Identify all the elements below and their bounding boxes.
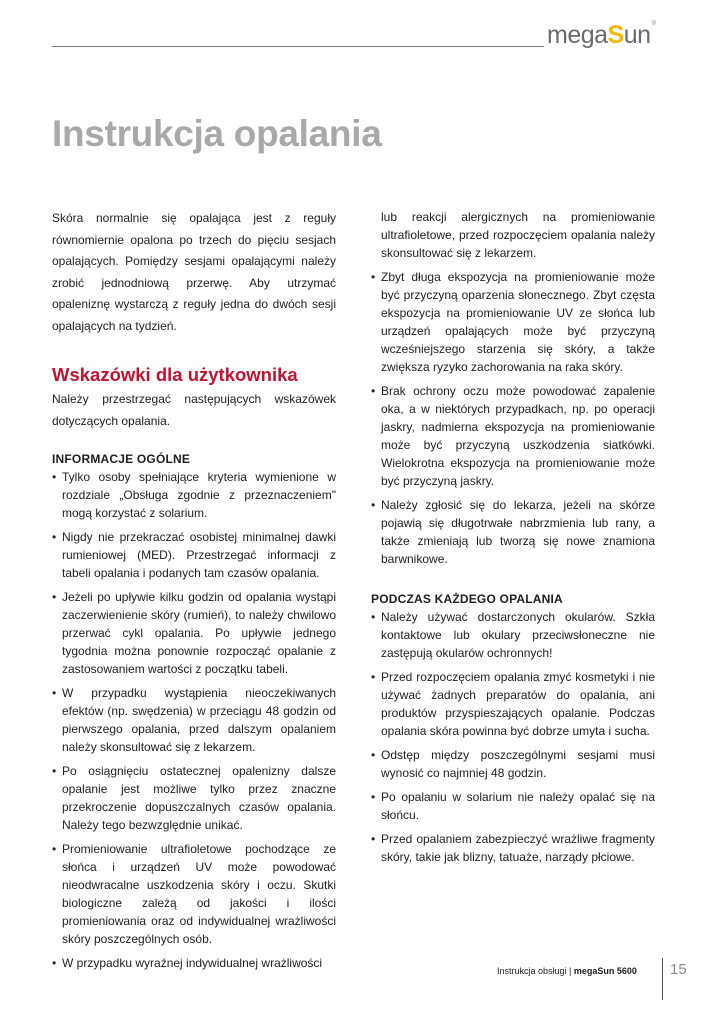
list-item bbox=[52, 528, 336, 582]
bullet-icon: • bbox=[371, 270, 376, 284]
bullet-icon: • bbox=[371, 748, 376, 762]
list-item bbox=[371, 268, 655, 376]
page-title: Instrukcja opalania bbox=[52, 113, 382, 154]
bullet-icon: • bbox=[52, 764, 57, 778]
list-item bbox=[371, 788, 655, 824]
bullet-icon: • bbox=[52, 842, 57, 856]
general-list-continued bbox=[371, 268, 655, 568]
logo-prefix: mega bbox=[547, 21, 608, 49]
each-session-list bbox=[371, 608, 655, 866]
bullet-icon: • bbox=[371, 498, 376, 512]
bullet-icon: • bbox=[371, 670, 376, 684]
logo-suffix: un bbox=[623, 21, 651, 49]
list-item bbox=[52, 588, 336, 678]
list-item bbox=[52, 468, 336, 522]
right-column bbox=[371, 208, 655, 872]
header-rule bbox=[52, 46, 544, 47]
list-item bbox=[371, 382, 655, 490]
list-item bbox=[371, 668, 655, 740]
list-item bbox=[52, 762, 336, 834]
section-lead: Należy przestrzegać następujących wskazówek dotyczących opalania. bbox=[52, 392, 336, 428]
megasun-logo bbox=[547, 21, 656, 50]
list-item-text: Należy zgłosić się do lekarza, jeżeli na skórze pojawią się długotrwałe nabrzmienia lub rany, a także zmieniają lub tworzą się nowe znamiona barwnikowe. bbox=[381, 498, 655, 566]
list-item bbox=[52, 840, 336, 948]
list-item-text: Nigdy nie przekraczać osobistej minimalnej dawki rumieniowej (MED). Przestrzegać informacji z tabeli opalania i podanych tam czasów opalania. bbox=[62, 530, 336, 580]
footer-label: Instrukcja obsługi | bbox=[497, 966, 574, 976]
list-item-text: Po osiągnięciu ostatecznej opalenizny dalsze opalanie jest możliwe tylko przez znaczne przekroczenie dopuszczalnych czasów opalania. Należy tego bezwzględnie unikać. bbox=[62, 764, 336, 832]
list-item bbox=[52, 684, 336, 756]
list-item-text: W przypadku wyraźnej indywidualnej wrażliwości bbox=[62, 956, 323, 970]
bullet-icon: • bbox=[52, 530, 57, 544]
registered-mark: ® bbox=[651, 21, 656, 27]
bullet-icon: • bbox=[371, 610, 376, 624]
list-item-text: Zbyt długa ekspozycja na promieniowanie może być przyczyną oparzenia słonecznego. Zbyt częsta ekspozycja na promieniowanie UV ze słońca lub urządzeń opalających może być przyczyną wcześniejszego starzenia się skóry, a także zwiększa ryzyko zachorowania na raka skóry. bbox=[381, 270, 655, 374]
footer-doc-label bbox=[497, 966, 637, 976]
list-item-text: Przed opalaniem zabezpieczyć wrażliwe fragmenty skóry, takie jak blizny, tatuaże, narządy płciowe. bbox=[381, 832, 655, 864]
left-column bbox=[52, 208, 336, 978]
bullet-icon: • bbox=[371, 384, 376, 398]
list-item bbox=[371, 746, 655, 782]
bullet-icon: • bbox=[52, 590, 57, 604]
list-item-text: W przypadku wystąpienia nieoczekiwanych efektów (np. swędzenia) w przeciągu 48 godzin od pierwszego opalania, przed dalszym opalaniem należy skonsultować się z lekarzem. bbox=[62, 686, 336, 754]
section-title: Wskazówki dla użytkownika bbox=[52, 364, 298, 385]
list-item-text: Odstęp między poszczególnymi sesjami musi wynosić co najmniej 48 godzin. bbox=[381, 748, 655, 780]
each-session-heading: PODCZAS KAŻDEGO OPALANIA bbox=[371, 592, 563, 606]
list-item bbox=[52, 954, 336, 972]
list-item bbox=[371, 608, 655, 662]
list-item-text: Brak ochrony oczu może powodować zapalenie oka, a w niektórych przypadkach, np. po operacji jaskry, nadmierna ekspozycja na promieniowanie może być przyczyną uszkodzenia siatkówki. Wielokrotna ekspozycja na promieniowanie może być przyczyną jaskry. bbox=[381, 384, 655, 488]
list-item-text: Przed rozpoczęciem opalania zmyć kosmetyki i nie używać żadnych preparatów do opalania, ani produktów przyspieszających opalanie. Podczas opalania skóra powinna być dobrze umyta i sucha. bbox=[381, 670, 655, 738]
general-heading: INFORMACJE OGÓLNE bbox=[52, 452, 191, 466]
bullet-icon: • bbox=[371, 832, 376, 846]
bullet-icon: • bbox=[371, 790, 376, 804]
general-list bbox=[52, 468, 336, 972]
logo-highlight: S bbox=[607, 21, 624, 49]
bullet-icon: • bbox=[52, 686, 57, 700]
bullet-icon: • bbox=[52, 470, 57, 484]
list-item-continuation: lub reakcji alergicznych na promieniowanie ultrafioletowe, przed rozpoczęciem opalania należy skonsultować się z lekarzem. bbox=[381, 210, 655, 260]
footer-product: megaSun 5600 bbox=[573, 966, 637, 976]
list-item-text: Tylko osoby spełniające kryteria wymienione w rozdziale „Obsługa zgodnie z przeznaczeniem" mogą korzystać z solarium. bbox=[62, 470, 336, 520]
bullet-icon: • bbox=[52, 956, 57, 970]
list-item-text: Promieniowanie ultrafioletowe pochodzące ze słońca i urządzeń UV może powodować nieodwracalne uszkodzenia skóry i oczu. Skutki biologiczne zależą od jakości i ilości promieniowania oraz od indywidualnej wrażliwości skóry poszczególnych osób. bbox=[62, 842, 336, 946]
list-item-text: Jeżeli po upływie kilku godzin od opalania wystąpi zaczerwienienie skóry (rumień), to należy chwilowo przerwać cykl opalania. Po upływie jednego tygodnia można ponownie rozpocząć opalanie z zastosowaniem wartości z początku tabeli. bbox=[62, 590, 336, 676]
list-item bbox=[371, 496, 655, 568]
list-item-text: Należy używać dostarczonych okularów. Szkła kontaktowe lub okulary przeciwsłoneczne nie zastępują okularów ochronnych! bbox=[381, 610, 655, 660]
page-number: 15 bbox=[670, 961, 687, 978]
list-item bbox=[371, 830, 655, 866]
intro-paragraph: Skóra normalnie się opalająca jest z reguły równomiernie opalona po trzech do pięciu sesjach opalających. Pomiędzy sesjami opalającymi należy zrobić jednodniową przerwę. Aby utrzymać opaleniznę wystarczą z reguły jedna do dwóch sesji opalających na tydzień. bbox=[52, 211, 336, 333]
footer-divider bbox=[662, 958, 663, 1000]
list-item-text: Po opalaniu w solarium nie należy opalać się na słońcu. bbox=[381, 790, 655, 822]
